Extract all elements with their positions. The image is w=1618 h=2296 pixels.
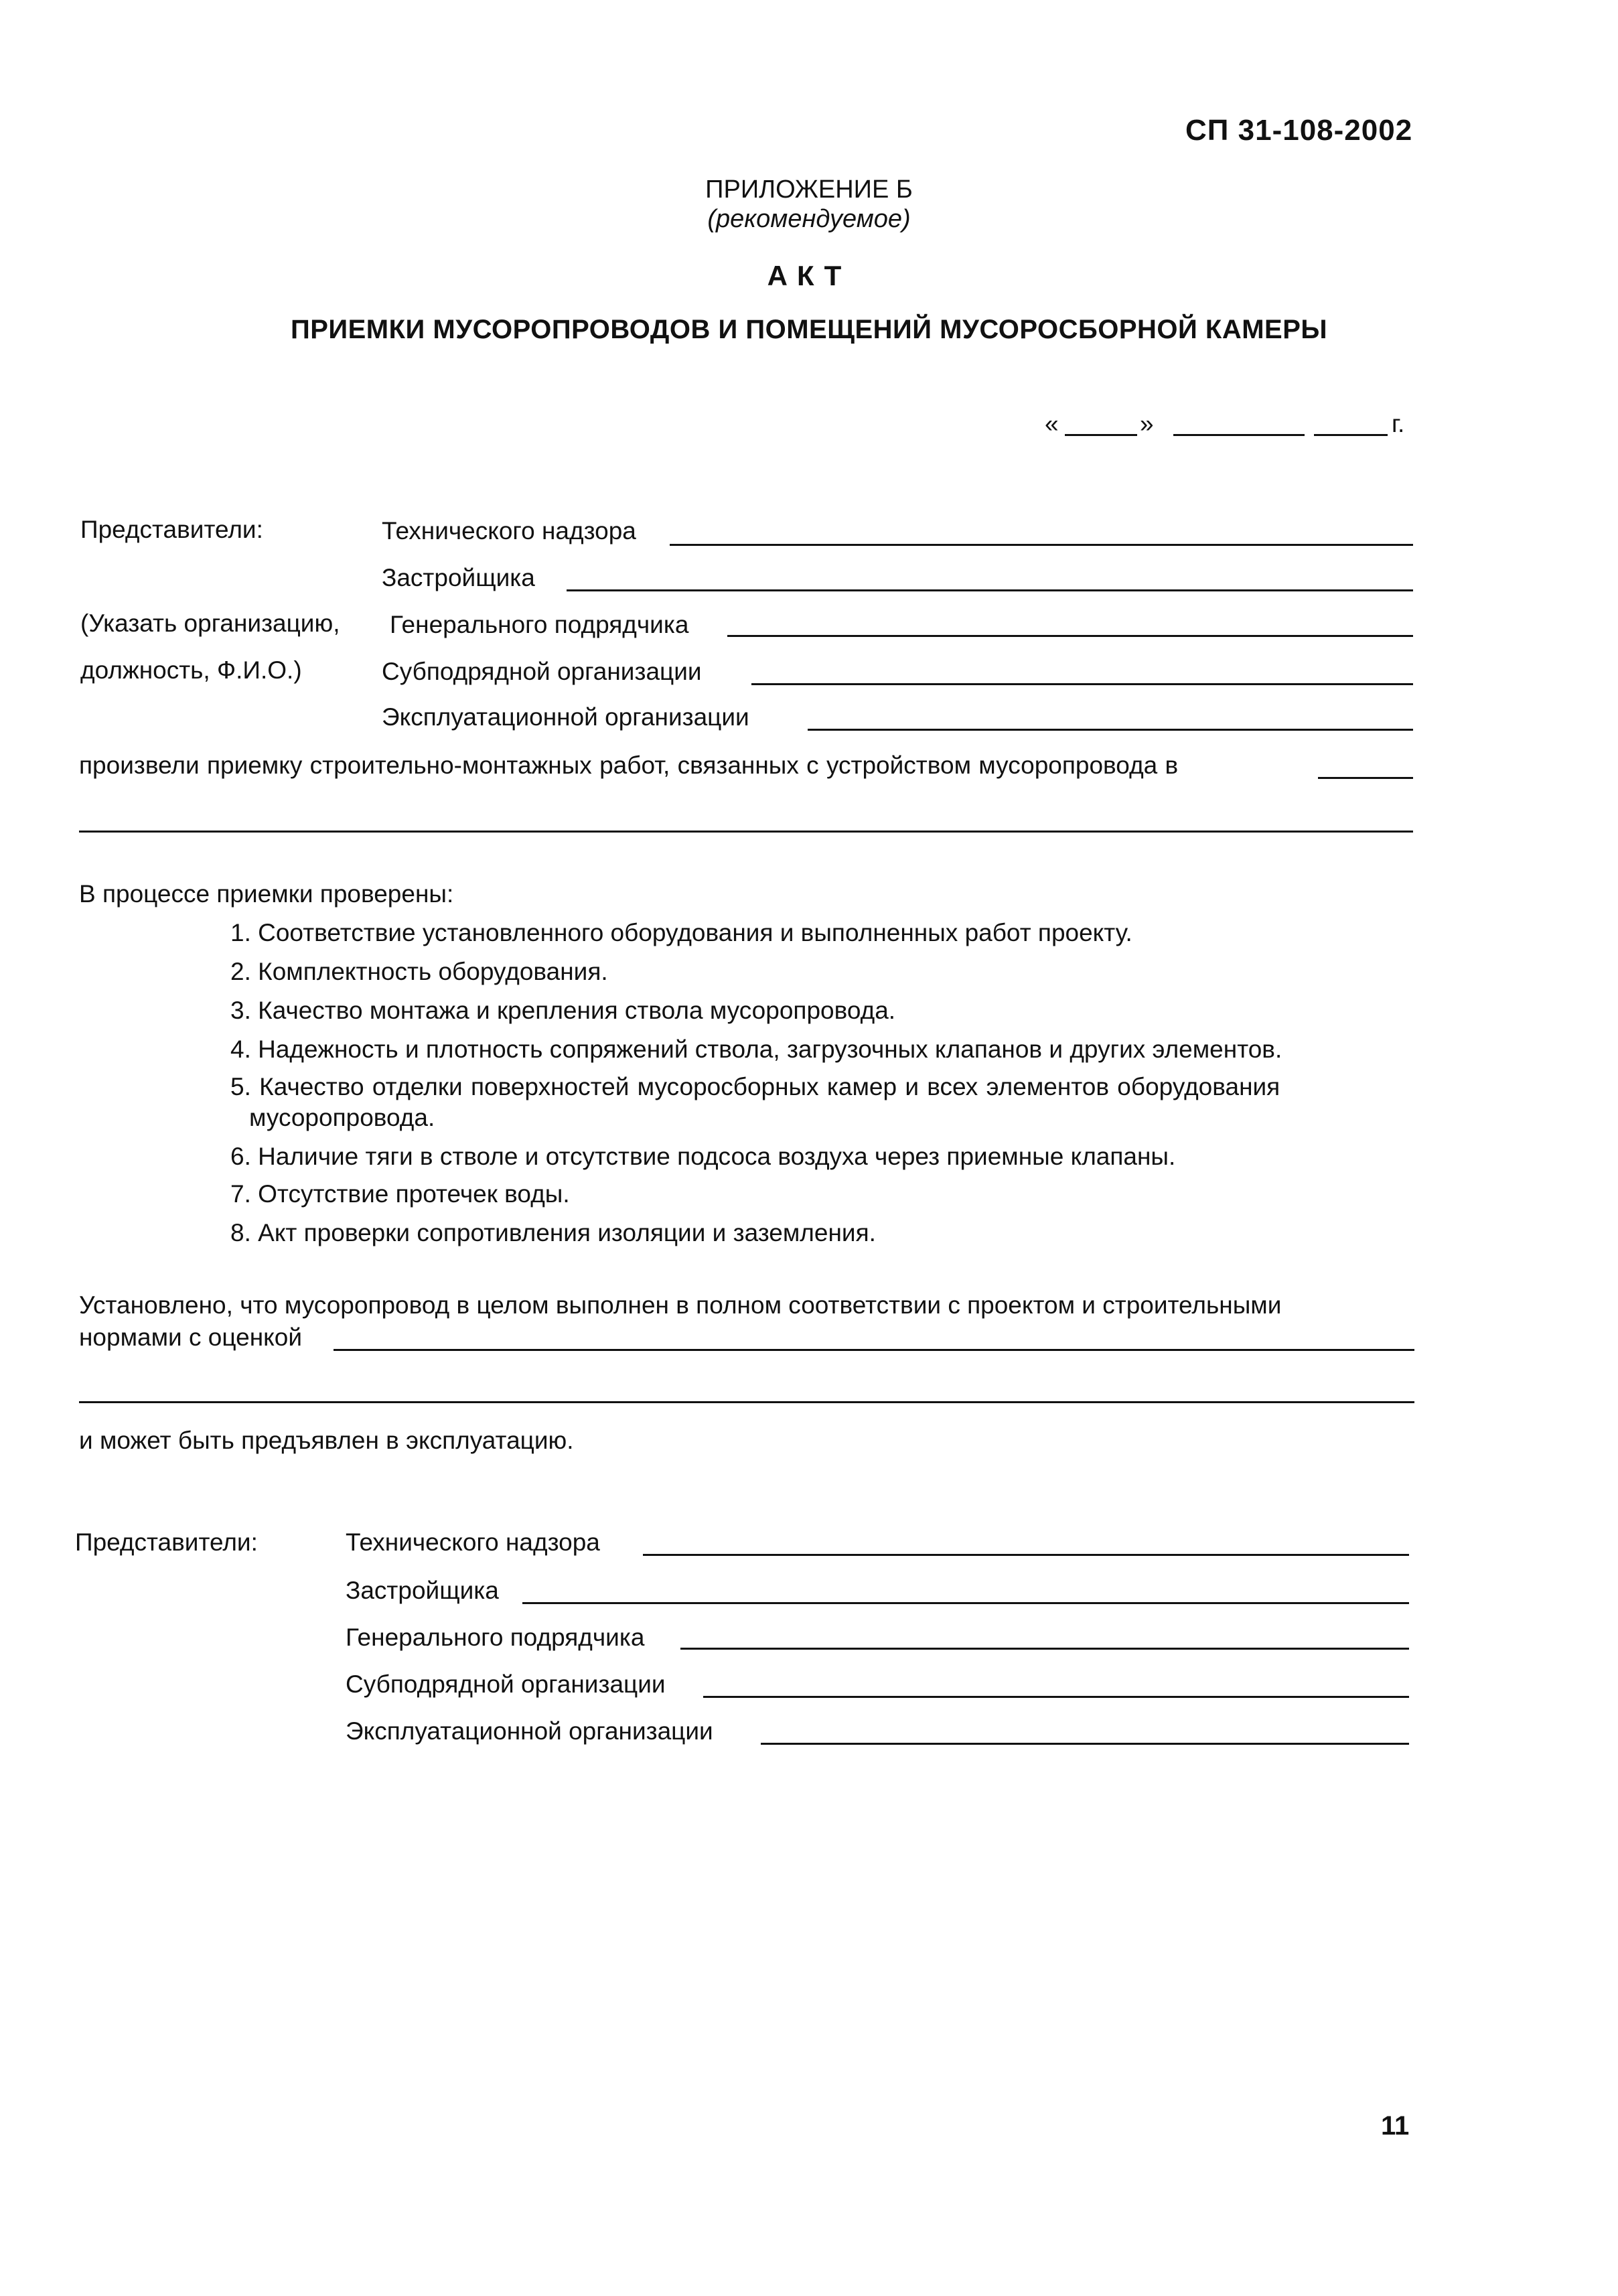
rep-top-subcontractor-field[interactable] [751,683,1413,685]
date-month-field[interactable] [1173,434,1305,436]
check-item-continuation: мусоропровода. [249,1104,435,1131]
assessment-field[interactable] [334,1349,1414,1351]
acceptance-object-field-continued[interactable] [79,831,1413,833]
conclusion-line3: и может быть предъявлен в эксплуатацию. [79,1427,574,1454]
rep-top-technical-supervision-label: Технического надзора [382,517,636,545]
representatives-note-line2: должность, Ф.И.О.) [80,656,302,684]
rep-bottom-operating-org-field[interactable] [761,1743,1409,1745]
appendix-note: (рекомендуемое) [707,205,911,233]
rep-top-developer-label: Застройщика [382,564,535,591]
date-open-quote: « [1045,410,1059,437]
page-number: 11 [1381,2111,1410,2141]
conclusion-line1: Установлено, что мусоропровод в целом выполнен в полном соответствии с проектом и строительными [79,1291,1282,1319]
rep-bottom-developer-field[interactable] [522,1602,1409,1604]
date-year-field[interactable] [1314,434,1388,436]
checks-intro: В процессе приемки проверены: [79,880,454,908]
rep-top-subcontractor-label: Субподрядной организации [382,658,702,685]
document-subtitle: ПРИЕМКИ МУСОРОПРОВОДОВ И ПОМЕЩЕНИЙ МУСОРОСБОРНОЙ КАМЕРЫ [290,315,1328,344]
check-item: 8. Акт проверки сопротивления изоляции и заземления. [230,1219,876,1246]
date-day-field[interactable] [1065,434,1137,436]
rep-bottom-operating-org-label: Эксплуатационной организации [346,1717,713,1745]
representatives-note-line1: (Указать организацию, [80,609,340,637]
date-year-suffix: г. [1392,410,1405,437]
rep-bottom-developer-label: Застройщика [346,1577,499,1604]
check-item: 4. Надежность и плотность сопряжений ствола, загрузочных клапанов и других элементов. [230,1035,1282,1063]
check-item: 6. Наличие тяги в стволе и отсутствие подсоса воздуха через приемные клапаны. [230,1143,1176,1170]
rep-bottom-general-contractor-label: Генерального подрядчика [346,1624,645,1651]
rep-top-technical-supervision-field[interactable] [670,544,1413,546]
representatives-label: Представители: [80,516,263,543]
representatives-bottom-label: Представители: [75,1528,258,1556]
rep-top-general-contractor-label: Генерального подрядчика [390,611,689,638]
date-close-quote: » [1140,410,1154,437]
acceptance-object-field[interactable] [1318,777,1413,779]
rep-bottom-subcontractor-label: Субподрядной организации [346,1670,666,1698]
rep-top-developer-field[interactable] [567,589,1413,591]
acceptance-text: произвели приемку строительно-монтажных работ, связанных с устройством мусоропровода в [79,751,1179,779]
rep-bottom-general-contractor-field[interactable] [680,1648,1409,1650]
check-item: 7. Отсутствие протечек воды. [230,1180,570,1208]
document-code: СП 31-108-2002 [1185,114,1413,147]
rep-top-general-contractor-field[interactable] [727,635,1413,637]
check-item: 5. Качество отделки поверхностей мусоросборных камер и всех элементов оборудования [230,1073,1280,1100]
rep-bottom-technical-supervision-label: Технического надзора [346,1528,600,1556]
check-item: 2. Комплектность оборудования. [230,958,608,985]
rep-top-operating-org-label: Эксплуатационной организации [382,703,749,731]
rep-bottom-technical-supervision-field[interactable] [643,1554,1409,1556]
appendix-label: ПРИЛОЖЕНИЕ Б [705,175,913,204]
document-title: АКТ [767,260,851,291]
check-item: 3. Качество монтажа и крепления ствола мусоропровода. [230,997,896,1024]
rep-bottom-subcontractor-field[interactable] [703,1696,1409,1698]
rep-top-operating-org-field[interactable] [808,729,1413,731]
assessment-field-continued[interactable] [79,1401,1414,1403]
conclusion-line2: нормами с оценкой [79,1323,302,1351]
check-item: 1. Соответствие установленного оборудования и выполненных работ проекту. [230,919,1132,946]
